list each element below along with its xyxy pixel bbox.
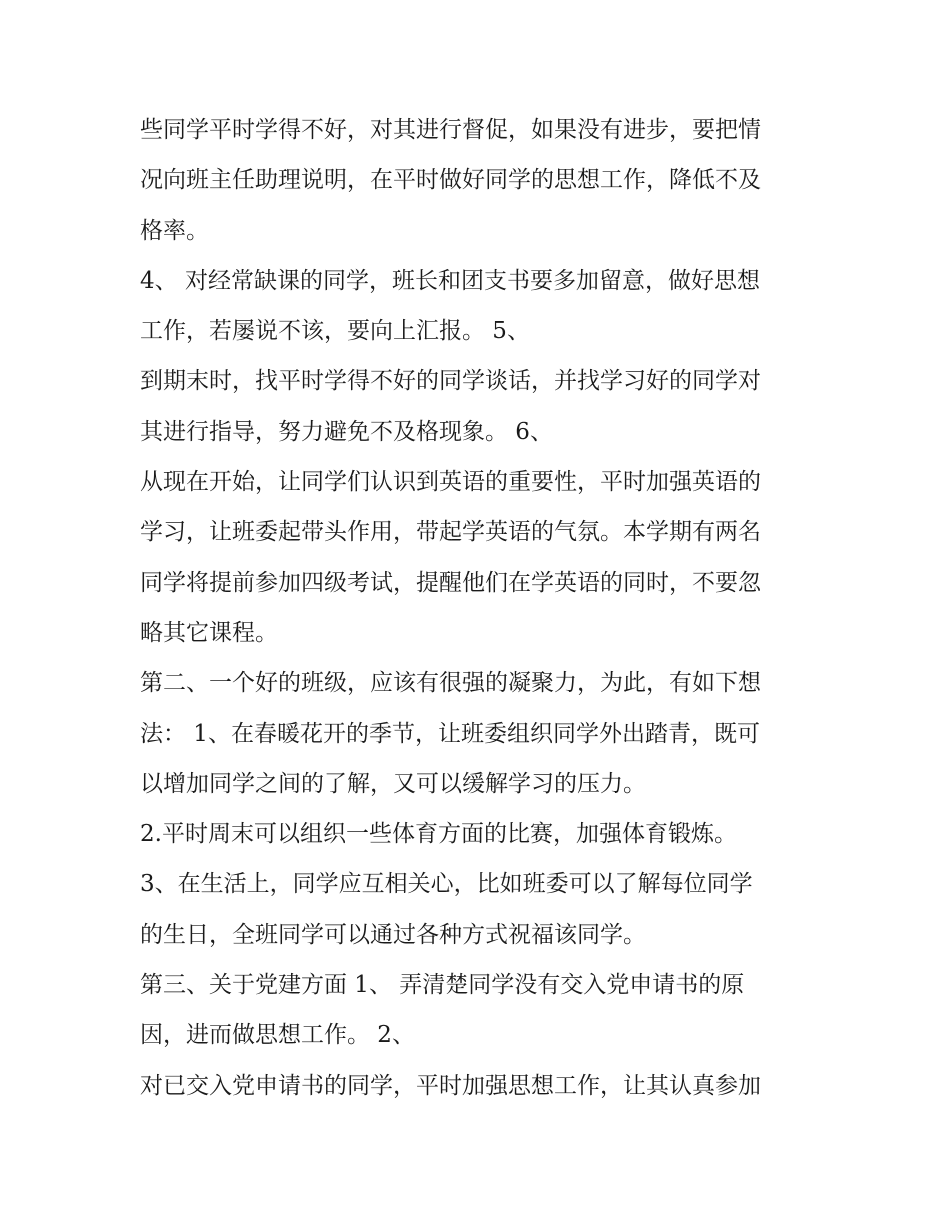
text-line: 格率。: [140, 217, 209, 244]
text-line: 些同学平时学得不好，对其进行督促，如果没有进步，要把情: [140, 117, 761, 143]
text-line: 略其它课程。: [140, 619, 278, 646]
text-line: 的生日，全班同学可以通过各种方式祝福该同学。: [140, 921, 646, 948]
text-line: 第二、一个好的班级，应该有很强的凝聚力，为此，有如下想: [140, 670, 761, 697]
text-line: 法： 1、在春暖花开的季节，让班委组织同学外出踏青，既可: [140, 720, 760, 747]
text-line: 4、 对经常缺课的同学，班长和团支书要多加留意，做好思想: [140, 267, 760, 294]
body-text: [140, 105, 820, 1111]
text-line: 从现在开始，让同学们认识到英语的重要性，平时加强英语的: [140, 469, 761, 496]
text-line: 同学将提前参加四级考试，提醒他们在学英语的同时，不要忽: [140, 569, 761, 596]
text-line: 况向班主任助理说明，在平时做好同学的思想工作，降低不及: [140, 167, 761, 194]
text-line: 2.平时周末可以组织一些体育方面的比赛，加强体育锻炼。: [140, 821, 737, 848]
text-line: 到期末时，找平时学得不好的同学谈话，并找学习好的同学对: [140, 368, 761, 395]
text-line: 第三、关于党建方面 1、 弄清楚同学没有交入党申请书的原: [140, 972, 745, 999]
text-line: 3、在生活上，同学应互相关心，比如班委可以了解每位同学: [140, 871, 753, 898]
text-line: 其进行指导，努力避免不及格现象。 6、: [140, 418, 553, 445]
text-line: 工作，若屡说不该，要向上汇报。 5、: [140, 318, 530, 345]
text-line: 学习，让班委起带头作用，带起学英语的气氛。本学期有两名: [140, 519, 761, 546]
text-line: 对已交入党申请书的同学，平时加强思想工作，让其认真参加: [140, 1072, 761, 1099]
text-line: 以增加同学之间的了解，又可以缓解学习的压力。: [140, 770, 646, 797]
text-line: 因，进而做思想工作。 2、: [140, 1022, 415, 1049]
